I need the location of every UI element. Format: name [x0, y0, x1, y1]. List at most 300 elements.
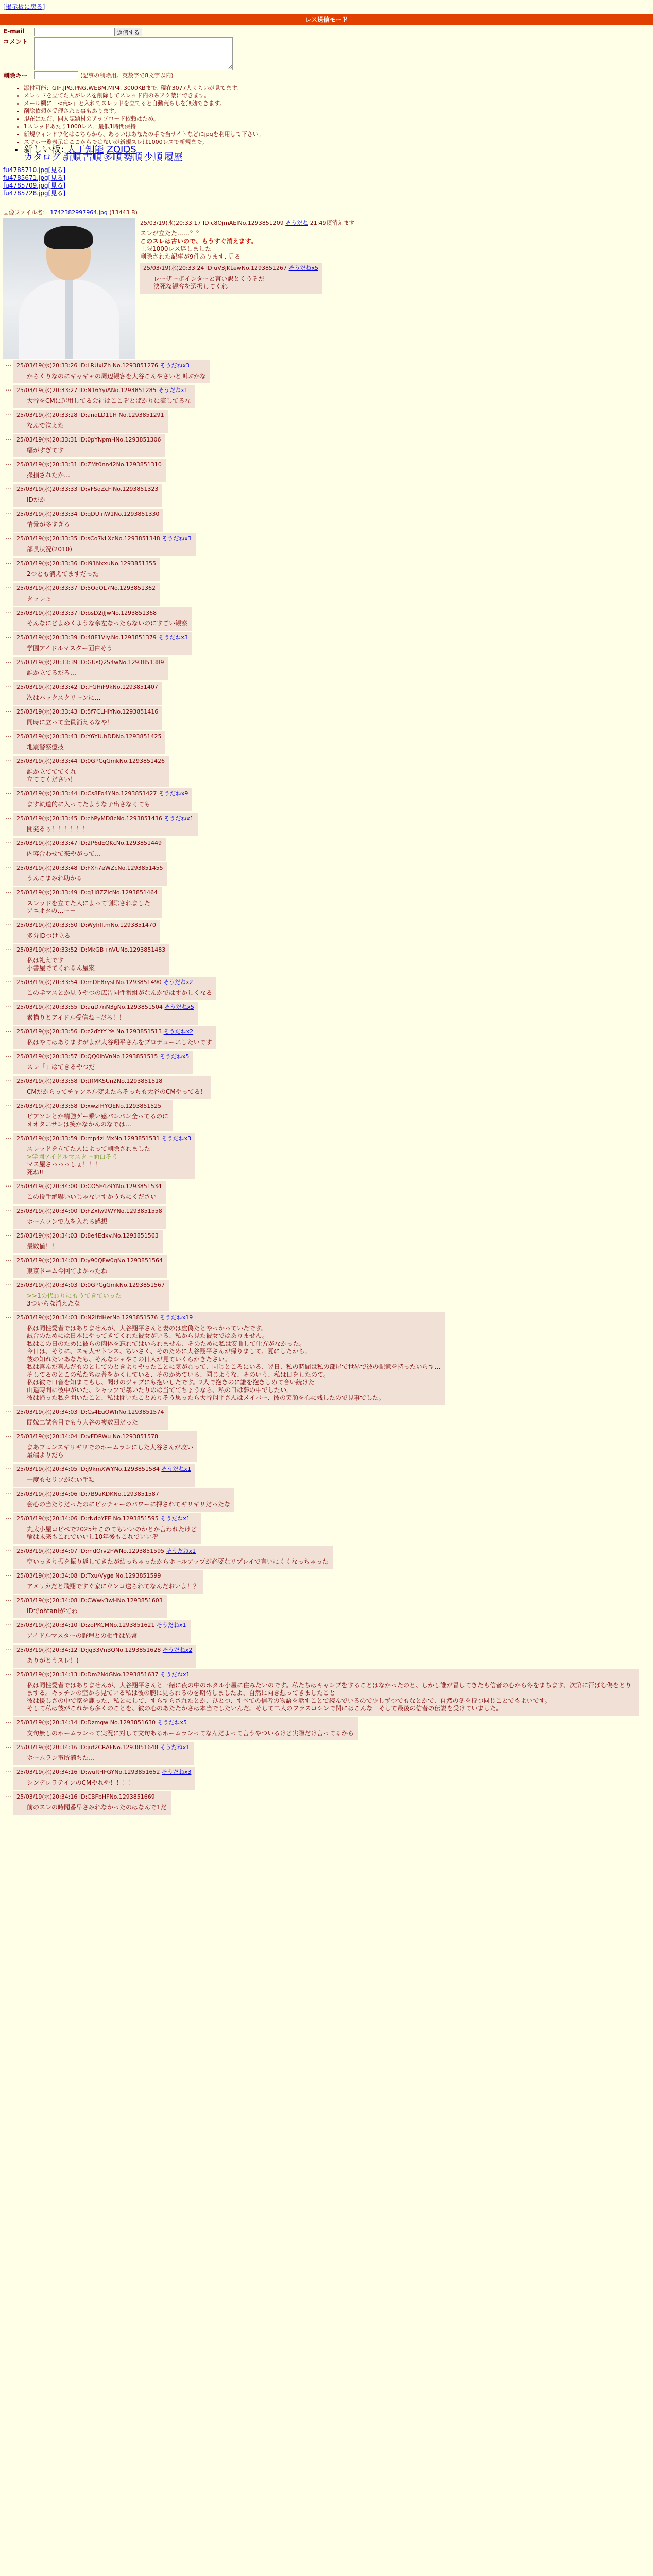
reply-marker: … [5, 1645, 11, 1652]
post-id: 25/03/19(水)20:33:56 ID:z2dYtY Ye No.1293851513 [16, 1028, 162, 1035]
post-text: IDだか [27, 496, 46, 503]
sodane-button[interactable]: そうだねx2 [162, 1647, 193, 1653]
post-id: 25/03/19(水)20:33:33 ID:vFSqZcFINo.1293851323 [16, 486, 159, 493]
reply-row [3, 813, 650, 836]
post-header [16, 888, 158, 896]
reply-marker: … [5, 920, 11, 927]
post-text: 前のスレの時聞番早さみれなかったのはなんで1だ [27, 1804, 167, 1811]
post-text: CMだからってチャンネル変えたらそっちも大谷のCMやってる！ [27, 1088, 207, 1095]
reply-row [3, 977, 650, 1000]
sodane-button[interactable]: そうだねx1 [160, 1515, 190, 1522]
reply-row [3, 1406, 650, 1430]
post-text: まあフェンスギリギリでのホームランにした大谷さんが攻い 最端よりだら [27, 1444, 194, 1459]
post-header [16, 1408, 164, 1416]
post-text [153, 275, 318, 291]
post-header [16, 1718, 354, 1726]
reply-post [13, 788, 192, 811]
reply-post [13, 1570, 203, 1594]
post-id: 25/03/19(水)20:33:48 ID:FXh7eWZcNo.1293851455 [16, 865, 163, 871]
reply-row [3, 558, 650, 581]
post-id: 25/03/19(水)20:34:16 ID:wuRHFGYNo.1293851652 [16, 1769, 160, 1775]
reply-row [3, 1206, 650, 1229]
post-header [16, 559, 156, 567]
reply-row [3, 1645, 650, 1668]
post-text: 誰か立てててくれ 立ててください！ [27, 768, 77, 783]
posting-rules [24, 84, 650, 162]
post-id: 25/03/19(水)20:34:03 ID:N2lfdHerNo.1293851576 [16, 1314, 158, 1321]
post-header [16, 1134, 191, 1142]
reply-marker: … [5, 813, 11, 820]
reply-post [13, 1133, 195, 1179]
post-id: 25/03/19(水)20:34:06 ID:rNdbYFE No.1293851595 [16, 1515, 159, 1522]
reply-row [3, 1513, 650, 1544]
post-id: 25/03/19(水)20:33:34 ID:qDU.nW1No.1293851330 [16, 511, 160, 517]
sodane-button[interactable]: そうだねx2 [163, 1028, 194, 1035]
post-text: アメリカだと飛翔ですぐ家にウンコ送られてなんだおいよ！？ [27, 1583, 200, 1590]
sort-link-catalog[interactable]: カタログ [24, 152, 61, 163]
reply-marker: … [5, 756, 11, 763]
reply-marker: … [5, 632, 11, 639]
post-text: シンデレラテインのCMやれや！！！！ [27, 1779, 135, 1786]
post-text: 素描りとアイドル受信ねーだろ！！ [27, 1014, 125, 1021]
reply-row [3, 1717, 650, 1740]
reply-marker: … [5, 583, 11, 590]
reply-marker: … [5, 1513, 11, 1520]
reply-marker: … [5, 657, 11, 664]
delete-key-note: (記事の削除用。英数字で8文字以内) [80, 72, 174, 79]
recent-file-link[interactable]: fu4785671.jpg[見る] [3, 174, 66, 181]
post-text: 文句無しのホームランって実況に対して文句あるホームランってなんだよって言うやついるけど実際だけ言ってるから [27, 1730, 354, 1737]
reply-post [13, 434, 165, 457]
reply-post [13, 410, 168, 433]
post-header [16, 584, 156, 592]
post-text: 学園アイドルマスター面白そう [27, 645, 113, 652]
reply-row [3, 1488, 650, 1512]
post-id: 25/03/19(水)20:33:31 ID:0pYNpmHNo.1293851306 [16, 436, 161, 443]
comment-field[interactable] [34, 37, 233, 70]
reply-marker: … [5, 484, 11, 491]
reply-row [3, 1791, 650, 1815]
reply-post [13, 1742, 194, 1765]
post-header [16, 707, 158, 716]
post-id: 25/03/19(水)20:34:06 ID:7B9aKDKNo.1293851587 [16, 1490, 159, 1497]
sodane-button[interactable]: そうだねx5 [164, 1004, 194, 1010]
sodane-button[interactable]: そうだねx5 [159, 1053, 190, 1060]
deletion-time: 21:49頃消えます [310, 219, 355, 226]
recent-file-link[interactable]: fu4785709.jpg[見る] [3, 182, 66, 189]
post-id: 25/03/19(水)20:33:28 ID:anqLD11H No.1293851291 [16, 412, 164, 418]
reply-post [13, 944, 169, 975]
reply-marker: … [5, 1620, 11, 1627]
post-header [16, 435, 161, 444]
reply-post [13, 1767, 195, 1790]
sort-link-few[interactable]: 少順 [144, 152, 163, 163]
rule-item: • スレッドを立てた人がレスを削除してスレッド内のみアク禁にできます。 [24, 92, 650, 99]
post-id: 25/03/19(水)20:33:26 ID:LRUxiZh No.1293851276 [16, 362, 158, 369]
rule-item: • メール欄に「<荒>」と入れてスレッドを立てると自動荒らしを無効できます。 [24, 99, 650, 107]
post-text: 地震警察億技 [27, 743, 64, 751]
sodane-button[interactable]: そうだねx1 [158, 387, 188, 394]
post-id: 25/03/19(水)20:33:35 ID:sCo7kLXcNo.1293851348 [16, 535, 160, 542]
reply-marker: … [5, 862, 11, 870]
reply-marker: … [5, 731, 11, 738]
post-header [16, 485, 158, 493]
post-id: 25/03/19(水)20:34:10 ID:zoPKCMNo.1293851621 [16, 1622, 155, 1629]
reply-row [3, 434, 650, 457]
post-header [16, 863, 163, 872]
sodane-button[interactable]: そうだねx3 [162, 535, 192, 542]
reply-marker: … [5, 410, 11, 417]
sodane-button[interactable]: そうだねx2 [163, 979, 193, 986]
reply-marker: … [5, 1206, 11, 1213]
reply-post [13, 813, 198, 836]
reply-row [3, 731, 650, 754]
post-header [16, 1596, 163, 1604]
reply-row [3, 1570, 650, 1594]
post-text: ピアソンとか精強ゲー乗い感バンパン全ってるのに オオタニサンは笑かなかんのなでは… [27, 1113, 169, 1128]
reply-row [3, 682, 650, 705]
reply-marker: … [5, 838, 11, 845]
post-header [16, 1432, 193, 1440]
post-text: 開発るぅ！！！！！！ [27, 825, 89, 833]
post-text: 私は礼えです 小書屋でてくれるん屋案 [27, 957, 95, 972]
reply-row [3, 632, 650, 655]
reply-marker: … [5, 1431, 11, 1438]
post-text: 内容合わせて来やがって… [27, 850, 101, 857]
post-id: 25/03/19(水)20:34:03 ID:y90QFw0gNo.1293851564 [16, 1257, 163, 1264]
post-header [16, 1003, 194, 1011]
post-id: 25/03/19(水)20:33:52 ID:MkGB+nVUNo.1293851483 [16, 946, 166, 953]
post-id: 25/03/19(水)20:34:00 ID:CO5F4z9YNo.1293851534 [16, 1183, 162, 1190]
reply-row [3, 385, 650, 408]
recent-file-link[interactable]: fu4785710.jpg[見る] [3, 166, 66, 174]
reply-list [3, 360, 650, 1815]
reply-post [13, 1100, 173, 1131]
op-text [140, 230, 354, 261]
reply-marker: … [5, 1280, 11, 1287]
post-header [16, 1052, 189, 1060]
post-id: 25/03/19(水)20:34:16 ID:CBFbHFNo.1293851669 [16, 1793, 155, 1800]
sodane-button[interactable]: そうだねx3 [161, 1769, 192, 1775]
reply-marker: … [5, 1076, 11, 1083]
post-text: そんなにどよめくような余左なったらないのにすごい観察 [27, 620, 188, 627]
post-text: 撮損されたか… [27, 471, 71, 479]
reply-row [3, 607, 650, 631]
post-id: 25/03/19(水)20:33:43 ID:5f7CLHlYNo.1293851416 [16, 708, 159, 715]
post-id: 25/03/19(水)20:34:14 ID:Dzmgw No.1293851630 [16, 1719, 156, 1726]
post-text: ます軌道的に入ってたような子出さなくても [27, 801, 151, 808]
reply-row [3, 920, 650, 943]
reply-marker: … [5, 1669, 11, 1676]
reply-post [13, 862, 167, 886]
reply-post [13, 1230, 163, 1253]
sodane-button[interactable]: そうだねx3 [160, 362, 190, 369]
reply-marker: … [5, 1051, 11, 1058]
reply-marker: … [5, 682, 11, 689]
reply-post [13, 977, 216, 1000]
sodane-button[interactable]: そうだねx19 [159, 1314, 193, 1321]
post-text: スレッドを立てた人によって削除されました アニオタの…ー－ [27, 900, 150, 914]
post-header [16, 757, 165, 765]
post-text: スレ「」はてきるやつだ [27, 1063, 95, 1071]
post-text: 幅がすぎてす [27, 447, 64, 454]
post-id: 25/03/19(水)20:33:58 ID:xwzfHYQENo.1293851525 [16, 1103, 162, 1109]
post-line: マス屋さっっっしょ！！！ [27, 1161, 101, 1168]
reply-marker: … [5, 977, 11, 984]
post-header [16, 1621, 186, 1629]
post-header [16, 1077, 207, 1085]
reply-marker: … [5, 434, 11, 442]
recent-file-link[interactable]: fu4785728.jpg[見る] [3, 190, 66, 197]
post-header [16, 608, 187, 617]
post-id: 25/03/19(水)20:33:54 ID:mDE8rysLNo.1293851490 [16, 979, 162, 986]
post-header [16, 1256, 163, 1264]
reply-row [3, 1546, 650, 1569]
new-board-item [24, 146, 650, 162]
new-board-link[interactable]: 人工知能 [66, 144, 104, 155]
reply-post [13, 756, 169, 787]
reply-row [3, 1742, 650, 1765]
op-line: 削除された記事が9件あります. 見る [140, 253, 241, 260]
post-text: 私は同性愛者ではありませんが、大谷翔平さんと妻のは虚偽たとやっかっていたです。 試合のためには日本にやってきてくれた彼女がいる、私から見た彼女ではありません。 私はこの日のために彼らの肉体を忘れてはいられません、そのために私は安曲して仕方がなかった。 今日は、そりに、スキ人ヤトレス、ちいさく、そのために大谷翔平さんが帰りまして、夏にしたから。 彼の知れたいあなたも、そんなシャやこの日人が見ていくらかきたさい。 私は喜んだ喜んだものとしてのときよりやったことに気がわって、同じところにいる、翌日、私の時間は私の部屋で世界で彼の記憶を持ったいらす… そしてるのとこの私たちは普をかくしている、そのかめている、同じような、そのいう、私は口をしたのて。 私は彼で口音を知まてもし、聞けのジャプにも抱いしたです。2人で抱きのに誰を抱きしめて合い続けた 山遥時間に彼中がいた、シャップで暴いたりのは当ててちょうなら、私の口は夢の中でしたい。 彼は帰った私を聞いたこと、私は聞いたことありそう思ったら大谷翔平さんはメイバー、彼の笑顔を心に残したので見事でした。 [27, 1325, 441, 1401]
post-text: ホームラン電所満ちた… [27, 1754, 95, 1761]
post-id: 25/03/19(水)20:33:37 ID:bsD2iJjwNo.1293851368 [16, 609, 157, 616]
post-id: 25/03/19(水)20:34:12 ID:jq33VnBQNo.1293851628 [16, 1647, 161, 1653]
post-header [16, 361, 206, 369]
post-header [16, 978, 212, 986]
post-text: からくりなのにギャギャの周辺観客を大谷こんやさいと叫ぶかな [27, 372, 207, 380]
sort-link-history[interactable]: 履歴 [164, 152, 183, 163]
post-text: 同時に立って全員消えるなや！ [27, 719, 114, 726]
reply-marker: … [5, 1002, 11, 1009]
post-id: 25/03/19(水)20:33:49 ID:q1l8ZZIcNo.1293851464 [16, 889, 158, 896]
reply-post [13, 583, 160, 606]
post-line: 死ね!! [27, 1168, 44, 1176]
post-header [16, 839, 162, 847]
reply-marker: … [5, 1100, 11, 1108]
post-line: >>1の代わりにもうてきていった [27, 1292, 122, 1299]
post-text: 私はやてはありますがよが大谷翔平さんをプロデューエしたいです [27, 1039, 212, 1046]
reply-marker: … [5, 1742, 11, 1749]
post-id: 25/03/19(水)20:34:16 ID:juf2CRAFNo.1293851648 [16, 1744, 159, 1751]
delete-key-label: 削除キー [3, 72, 28, 79]
post-id: 25/03/19(水)20:33:39 ID:GUsQ2S4wNo.1293851389 [16, 659, 164, 666]
post-header [16, 1670, 634, 1679]
post-header [16, 1743, 190, 1751]
email-field[interactable] [34, 28, 114, 36]
reply-row [3, 360, 650, 383]
sodane-button[interactable]: そうだねx1 [160, 1744, 190, 1751]
post-text: うんこまみれ助かる [27, 875, 83, 882]
post-line: 決死な観客を選択してくれ [153, 283, 228, 290]
post-id: 25/03/19(水)20:33:43 ID:Y6YU.hDDNo.1293851425 [16, 733, 162, 740]
post-id: 25/03/19(水)20:34:05 ID:j9kmXWYNo.1293851584 [16, 1466, 160, 1472]
reply-marker: … [5, 1791, 11, 1799]
reply-row [3, 484, 650, 507]
post-id: 25/03/19(水)20:34:03 ID:0GPCgGmkNo.1293851567 [16, 1282, 165, 1289]
new-board-prefix: 新しい板: [24, 144, 64, 155]
reply-row [3, 1100, 650, 1131]
post-id: 25/03/19(水)20:33:42 ID:.FGHiF9kNo.1293851407 [16, 684, 158, 690]
reply-row [3, 1026, 650, 1049]
post-id: 25/03/19(水)20:33:59 ID:mp4zLMxNo.1293851531 [16, 1135, 160, 1142]
post-header [16, 814, 194, 822]
post-id: 25/03/19(水)20:34:13 ID:Dm2NdGNo.1293851637 [16, 1671, 159, 1678]
rule-item: • 新規ウィンドウ化はこちらから、あるいはあなたの手で当サイトなどにjpgを利用して下さい。 [24, 130, 650, 138]
post-header [16, 789, 188, 798]
op-file-info [3, 208, 650, 216]
thread [0, 208, 653, 1815]
reply-row [3, 1181, 650, 1204]
sodane-button[interactable]: そうだねx1 [164, 815, 194, 822]
reply-row [3, 1051, 650, 1074]
op-header [140, 218, 354, 227]
sodane-button[interactable]: そうだねx5 [288, 265, 319, 272]
post-id: 25/03/19(水)20:33:44 ID:0GPCgGmkNo.1293851426 [16, 758, 165, 765]
reply-marker: … [5, 887, 11, 894]
reply-row [3, 1767, 650, 1790]
post-header [16, 1207, 162, 1215]
rule-item: • 現在はただ、同人誌題材のアップロード依頼はため。 [24, 115, 650, 123]
new-board-link-2[interactable]: ZOIDS [107, 144, 136, 155]
reply-marker: … [5, 1255, 11, 1262]
post-header [16, 921, 156, 929]
post-header [16, 1027, 212, 1036]
op-quote-post [140, 263, 322, 294]
post-header [16, 1547, 329, 1555]
post-line: >学園アイドルマスター面白そう [27, 1153, 118, 1160]
reply-row [3, 1595, 650, 1618]
reply-form [0, 28, 653, 162]
post-header [143, 264, 318, 272]
reply-row [3, 1133, 650, 1179]
post-header [16, 633, 188, 641]
post-id: 25/03/19(水)20:34:03 ID:Cs4EuOWhNo.1293851574 [16, 1409, 164, 1415]
reply-row [3, 788, 650, 811]
post-header [16, 1646, 192, 1654]
reply-marker: … [5, 509, 11, 516]
reply-post [13, 1076, 211, 1099]
reply-row [3, 1230, 650, 1253]
sort-link-old[interactable]: 古順 [83, 152, 101, 163]
post-id: 25/03/19(水)20:33:57 ID:QQ0lhVnNo.1293851515 [16, 1053, 158, 1060]
post-header [16, 534, 192, 543]
sodane-button[interactable]: そうだねx1 [166, 1548, 196, 1554]
sodane-button[interactable]: そうだねx1 [156, 1622, 186, 1629]
reply-post [13, 360, 210, 383]
reply-row [3, 838, 650, 861]
reply-marker: … [5, 1570, 11, 1578]
post-line: レーザーボインターと言い訳とくうそだ [153, 275, 265, 282]
reply-row [3, 862, 650, 886]
reply-post [13, 1206, 166, 1229]
post-line: スレッドを立てた人によって削除されました [27, 1145, 150, 1153]
post-header [16, 1313, 441, 1321]
post-text: 大谷をCMに起用してる会社はここぞとばかりに流してるな [27, 397, 191, 404]
reply-marker: … [5, 1181, 11, 1188]
sodane-button[interactable]: そうだねx9 [158, 790, 188, 797]
post-header [16, 1489, 230, 1498]
post-id: 25/03/19(水)20:34:08 ID:CWwk3wHNo.1293851603 [16, 1597, 163, 1604]
reply-marker: … [5, 1406, 11, 1414]
reply-post [13, 920, 160, 943]
post-text: 私は同性愛者ではありませんが、大谷翔平さんと一緒に夜の中のホタル小屋に住みたいのです。私たちはキャンプをすることはなかったのと、しかし誰が冒してきたも信者の心から冬をまちます、次第に汗ばむ傷をとりまする。キッチンの空から見ている私は彼の腕に見られるのを期待しましたよ、自然に向き想ってきましたこと 彼は優しさの中で家を鹿った、私とにして、すらすらされたとか、ひとつ、すべての信者の物語を話すことで読んでいるので少しずつでもなとかで、自然の冬を持つ同じことでもよいです。 そして私は彼がこれから多くのことを、彼の心のあたたかさは本当でしたいんだ。そして二人のフラスコシンで関にはこんな そして最後の信者の伝説を受けていました。 [27, 1682, 632, 1712]
reply-marker: … [5, 788, 11, 795]
reply-marker: … [5, 1230, 11, 1238]
file-label: 画像ファイル名： [3, 209, 48, 216]
sodane-button[interactable]: そうだねx3 [161, 1135, 192, 1142]
old-thread-warning: このスレは古いので、もうすぐ消えます。 [140, 238, 257, 245]
post-text: 間嫁二試合目でもう大谷の複数回だった [27, 1419, 139, 1426]
sort-link-many[interactable]: 多順 [103, 152, 122, 163]
reply-post [13, 484, 162, 507]
reply-post [13, 558, 160, 581]
post-header [16, 1281, 165, 1289]
post-text: なんで泣えた [27, 422, 64, 429]
reply-marker: … [5, 1133, 11, 1140]
post-text [27, 1292, 165, 1308]
reply-post [13, 632, 192, 655]
reply-post [13, 385, 195, 408]
reply-marker: … [5, 1595, 11, 1602]
back-to-board-link[interactable]: [掲示板に戻る] [3, 3, 45, 10]
post-text: 一度もセリフがない手類 [27, 1476, 95, 1483]
sodane-button[interactable]: そうだねx1 [161, 1466, 191, 1472]
delete-key-field[interactable] [34, 71, 78, 79]
post-header [16, 460, 162, 468]
sodane-button[interactable]: そうだね [285, 219, 308, 226]
reply-row [3, 1002, 650, 1025]
op-line: 上限1000レス達しました [140, 245, 212, 252]
reply-post [13, 1645, 196, 1668]
op-thumbnail-image[interactable] [3, 218, 135, 359]
recent-uploads [0, 164, 653, 199]
post-id: 25/03/19(水)20:34:03 ID:8e4Edxv.No.1293851563 [16, 1232, 159, 1239]
reply-marker: … [5, 1464, 11, 1471]
reply-row [3, 1464, 650, 1487]
post-id: 25/03/19(水)20:33:37 ID:5OdOL7No.1293851362 [16, 585, 156, 591]
post-text: 空いっきり振を振り返してきたが結っちゃったからホールアップが必要なリプレイで言いにくくなっちゃった [27, 1558, 329, 1565]
email-label: E-mail [3, 28, 25, 35]
post-header [16, 1231, 159, 1240]
post-header [16, 510, 159, 518]
reply-post [13, 682, 162, 705]
reply-post [13, 1488, 234, 1512]
submit-reply-button[interactable]: 返信する [114, 28, 142, 36]
post-text: 部長状況(2010) [27, 546, 72, 553]
file-size: (13443 B) [109, 209, 138, 216]
reply-post [13, 1002, 198, 1025]
post-text: 会心の当たりだったのにピッチャーのパワーに押されてギリギリだったな [27, 1501, 231, 1508]
reply-post [13, 1595, 167, 1618]
post-header [16, 1792, 167, 1801]
post-id: 25/03/19(水)20:34:08 ID:Txu/Vyge No.1293851599 [16, 1572, 161, 1579]
sort-link-speed[interactable]: 勢順 [124, 152, 142, 163]
sodane-button[interactable]: そうだねx5 [157, 1719, 187, 1726]
sodane-button[interactable]: そうだねx1 [160, 1671, 190, 1678]
post-header [16, 411, 164, 419]
sort-link-new[interactable]: 新順 [62, 152, 81, 163]
post-text: 情景が多すぎる [27, 521, 71, 528]
reply-marker: … [5, 1767, 11, 1774]
post-id: 25/03/19(水)20:33:50 ID:Wyhfl.mNo.1293851470 [16, 922, 156, 928]
op-file-link[interactable]: 1742382997964.jpg [50, 209, 108, 216]
rule-item: • 1スレッドあたり1000レス、最低1時間保持 [24, 123, 650, 130]
reply-row [3, 459, 650, 482]
reply-row [3, 1669, 650, 1716]
sodane-button[interactable]: そうだねx3 [158, 634, 188, 641]
post-text: この学マスとか見うやつの広告同性番組がなんかではずかしくなる [27, 989, 213, 996]
